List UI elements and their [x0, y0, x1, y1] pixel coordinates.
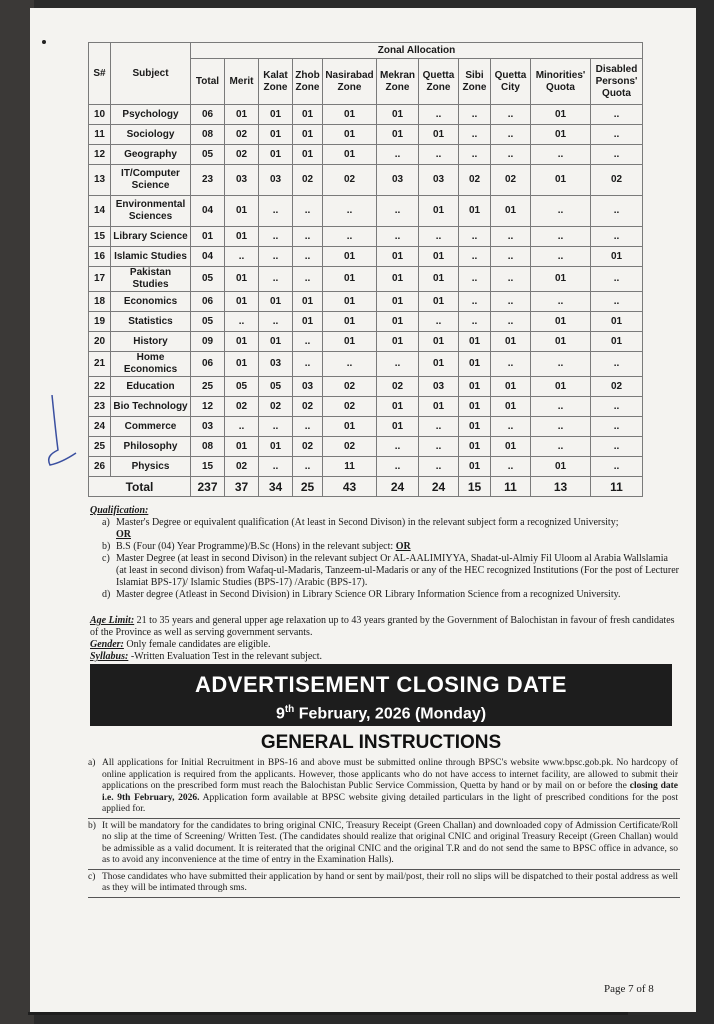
value-cell: 02 — [323, 377, 377, 397]
subject-cell: Physics — [111, 457, 191, 477]
value-cell: .. — [591, 227, 643, 247]
or-inline: OR — [395, 541, 411, 552]
table-row — [89, 292, 643, 312]
value-cell: .. — [293, 196, 323, 227]
value-cell: 01 — [531, 105, 591, 125]
value-cell: .. — [259, 417, 293, 437]
value-cell: .. — [293, 417, 323, 437]
value-cell: .. — [259, 247, 293, 267]
value-cell: 01 — [293, 292, 323, 312]
value-cell: 01 — [531, 165, 591, 196]
table-row — [89, 125, 643, 145]
value-cell: 01 — [259, 332, 293, 352]
value-cell: .. — [491, 457, 531, 477]
subject-cell: Geography — [111, 145, 191, 165]
value-cell: .. — [377, 437, 419, 457]
total-value: 37 — [225, 477, 259, 497]
total-value: 24 — [377, 477, 419, 497]
value-cell: 03 — [293, 377, 323, 397]
value-cell: 02 — [225, 145, 259, 165]
subject-cell: Sociology — [111, 125, 191, 145]
row-number: 14 — [89, 196, 111, 227]
value-cell: 01 — [377, 105, 419, 125]
value-cell: 01 — [459, 437, 491, 457]
eligibility-section — [90, 615, 680, 663]
value-cell: 23 — [191, 165, 225, 196]
header-quetta-city: Quetta City — [491, 59, 531, 105]
value-cell: 02 — [323, 397, 377, 417]
value-cell: .. — [531, 292, 591, 312]
value-cell: 01 — [323, 105, 377, 125]
value-cell: 02 — [293, 397, 323, 417]
value-cell: 01 — [531, 332, 591, 352]
value-cell: 01 — [459, 332, 491, 352]
value-cell: 06 — [191, 105, 225, 125]
row-number: 11 — [89, 125, 111, 145]
row-number: 20 — [89, 332, 111, 352]
subject-cell: Statistics — [111, 312, 191, 332]
age-limit: Age Limit: 21 to 35 years and general upper age relaxation up to 43 years granted by the Government of Balochistan in favour of fresh candidates of the Province as well as serving government servants. — [90, 615, 675, 638]
value-cell: .. — [293, 332, 323, 352]
qualification-item-d: d) Master degree (Atleast in Second Division) in Library Science OR Library Information Science from a recognized University. — [102, 589, 621, 600]
subject-cell: Economics — [111, 292, 191, 312]
scan-bottom-edge — [28, 1012, 628, 1015]
value-cell: .. — [531, 227, 591, 247]
qualification-item-b: b) B.S (Four (04) Year Programme)/B.Sc (Hons) in the relevant subject: OR — [102, 541, 411, 552]
value-cell: 01 — [323, 417, 377, 437]
table-row — [89, 397, 643, 417]
value-cell: .. — [377, 145, 419, 165]
value-cell: 01 — [491, 437, 531, 457]
value-cell: .. — [459, 292, 491, 312]
value-cell: .. — [323, 227, 377, 247]
value-cell: 01 — [377, 397, 419, 417]
value-cell: 01 — [323, 267, 377, 292]
value-cell: 02 — [591, 165, 643, 196]
value-cell: .. — [491, 417, 531, 437]
table-row — [89, 247, 643, 267]
value-cell: 04 — [191, 196, 225, 227]
row-number: 25 — [89, 437, 111, 457]
value-cell: .. — [491, 105, 531, 125]
value-cell: .. — [491, 352, 531, 377]
value-cell: 05 — [191, 312, 225, 332]
scan-left-edge — [0, 0, 34, 1024]
value-cell: .. — [491, 312, 531, 332]
total-value: 13 — [531, 477, 591, 497]
value-cell: 03 — [191, 417, 225, 437]
row-number: 18 — [89, 292, 111, 312]
value-cell: 03 — [259, 165, 293, 196]
value-cell: 01 — [377, 125, 419, 145]
value-cell: 03 — [419, 165, 459, 196]
value-cell: 01 — [531, 267, 591, 292]
total-row — [89, 477, 643, 497]
value-cell: 01 — [419, 332, 459, 352]
value-cell: .. — [531, 437, 591, 457]
value-cell: 01 — [377, 267, 419, 292]
value-cell: 02 — [323, 165, 377, 196]
value-cell: 03 — [225, 165, 259, 196]
value-cell: .. — [259, 227, 293, 247]
value-cell: 01 — [293, 125, 323, 145]
value-cell: .. — [419, 457, 459, 477]
value-cell: .. — [377, 352, 419, 377]
value-cell: 02 — [323, 437, 377, 457]
value-cell: 03 — [259, 352, 293, 377]
subject-cell: Psychology — [111, 105, 191, 125]
value-cell: 01 — [377, 312, 419, 332]
value-cell: 12 — [191, 397, 225, 417]
value-cell: 01 — [293, 145, 323, 165]
value-cell: .. — [491, 247, 531, 267]
value-cell: 01 — [377, 417, 419, 437]
general-instructions — [88, 758, 680, 900]
value-cell: 04 — [191, 247, 225, 267]
value-cell: .. — [377, 457, 419, 477]
syllabus: Syllabus: -Written Evaluation Test in the relevant subject. — [90, 651, 322, 662]
value-cell: .. — [531, 417, 591, 437]
value-cell: 01 — [225, 292, 259, 312]
value-cell: 01 — [259, 145, 293, 165]
subject-cell: Islamic Studies — [111, 247, 191, 267]
qualification-heading: Qualification: — [90, 505, 149, 516]
value-cell: .. — [419, 145, 459, 165]
value-cell: 01 — [225, 437, 259, 457]
value-cell: 02 — [225, 397, 259, 417]
value-cell: 01 — [293, 312, 323, 332]
value-cell: 01 — [377, 292, 419, 312]
value-cell: 01 — [225, 332, 259, 352]
total-value: 43 — [323, 477, 377, 497]
total-value: 34 — [259, 477, 293, 497]
value-cell: 08 — [191, 437, 225, 457]
value-cell: .. — [591, 437, 643, 457]
value-cell: 01 — [225, 105, 259, 125]
header-total: Total — [191, 59, 225, 105]
row-number: 12 — [89, 145, 111, 165]
table-row — [89, 352, 643, 377]
value-cell: 01 — [491, 377, 531, 397]
value-cell: .. — [459, 227, 491, 247]
header-zonal-allocation: Zonal Allocation — [191, 43, 643, 59]
table-row — [89, 417, 643, 437]
value-cell: .. — [459, 125, 491, 145]
table-row — [89, 145, 643, 165]
value-cell: 15 — [191, 457, 225, 477]
value-cell: 02 — [491, 165, 531, 196]
value-cell: 01 — [377, 332, 419, 352]
pen-mark-icon — [40, 395, 80, 475]
value-cell: .. — [531, 145, 591, 165]
row-number: 21 — [89, 352, 111, 377]
value-cell: 01 — [259, 292, 293, 312]
value-cell: .. — [491, 125, 531, 145]
value-cell: 01 — [225, 267, 259, 292]
value-cell: 01 — [419, 125, 459, 145]
value-cell: .. — [591, 196, 643, 227]
value-cell: .. — [591, 292, 643, 312]
gender: Gender: Only female candidates are eligible. — [90, 639, 271, 650]
value-cell: 01 — [225, 352, 259, 377]
value-cell: .. — [377, 227, 419, 247]
subject-cell: Bio Technology — [111, 397, 191, 417]
value-cell: .. — [419, 312, 459, 332]
value-cell: 05 — [191, 145, 225, 165]
value-cell: .. — [491, 267, 531, 292]
value-cell: .. — [323, 352, 377, 377]
banner-date: 9th February, 2026 (Monday) — [275, 704, 487, 723]
value-cell: 01 — [259, 125, 293, 145]
qualification-item-c: c) Master Degree (at least in second Divison) in the relevant subject Or AL-AALIMIYYA, Shadat-ul-Almiy Fil Uloom al Arabia Wallslamia (at least in second divison) from Wafaq-ul-Madaris, Tanzeem-ul-Madaris or any of the HEC recognized Institutions (For the post of Lecturer Islamiat BPS-17)/ Islamic Studies (BPS-17) /Arabic (BPS-17). — [102, 553, 679, 588]
value-cell: .. — [225, 312, 259, 332]
value-cell: .. — [591, 105, 643, 125]
row-number: 19 — [89, 312, 111, 332]
value-cell: .. — [293, 457, 323, 477]
row-number: 26 — [89, 457, 111, 477]
value-cell: 01 — [323, 145, 377, 165]
value-cell: 01 — [591, 312, 643, 332]
value-cell: 01 — [491, 196, 531, 227]
header-zhob: Zhob Zone — [293, 59, 323, 105]
header-kalat: Kalat Zone — [259, 59, 293, 105]
total-value: 11 — [591, 477, 643, 497]
value-cell: .. — [459, 247, 491, 267]
row-number: 22 — [89, 377, 111, 397]
value-cell: .. — [531, 397, 591, 417]
instruction-a: a) All applications for Initial Recruitment in BPS-16 and above must be submitted online through BPSC's website www.bpsc.gob.pk. No hardcopy of online application is required from the applicants. However, those applicants who do not have access to internet facility, are allowed to submit their applications on the prescribed form must reach the Balochistan Public Service Commission, Quetta by hand or by mail on or before the closing date i.e. 9th February, 2026. Application form available at BPSC website giving detailed particulars in the light of prescribed conditions for the post applied for. — [88, 758, 680, 819]
qualification-section — [90, 505, 680, 601]
value-cell: 01 — [591, 247, 643, 267]
value-cell: .. — [323, 196, 377, 227]
subject-cell: Pakistan Studies — [111, 267, 191, 292]
table-row — [89, 105, 643, 125]
subject-cell: IT/Computer Science — [111, 165, 191, 196]
posts-allocation-table — [88, 42, 643, 497]
value-cell: 03 — [377, 165, 419, 196]
value-cell: .. — [591, 145, 643, 165]
row-number: 13 — [89, 165, 111, 196]
value-cell: .. — [491, 292, 531, 312]
value-cell: .. — [531, 352, 591, 377]
value-cell: .. — [293, 227, 323, 247]
value-cell: 03 — [419, 377, 459, 397]
value-cell: 01 — [459, 196, 491, 227]
header-quetta-zone: Quetta Zone — [419, 59, 459, 105]
header-sno: S# — [89, 43, 111, 105]
subject-cell: Home Economics — [111, 352, 191, 377]
table-row — [89, 227, 643, 247]
value-cell: 06 — [191, 352, 225, 377]
value-cell: 02 — [225, 125, 259, 145]
value-cell: .. — [225, 247, 259, 267]
value-cell: 01 — [531, 125, 591, 145]
value-cell: .. — [459, 267, 491, 292]
value-cell: 02 — [259, 397, 293, 417]
total-label: Total — [89, 477, 191, 497]
value-cell: 01 — [259, 105, 293, 125]
value-cell: 25 — [191, 377, 225, 397]
subject-cell: Philosophy — [111, 437, 191, 457]
header-subject: Subject — [111, 43, 191, 105]
value-cell: .. — [591, 457, 643, 477]
header-nasirabad: Nasirabad Zone — [323, 59, 377, 105]
value-cell: 05 — [259, 377, 293, 397]
subject-cell: Environmental Sciences — [111, 196, 191, 227]
value-cell: 01 — [591, 332, 643, 352]
value-cell: 01 — [459, 457, 491, 477]
total-value: 237 — [191, 477, 225, 497]
value-cell: 01 — [459, 352, 491, 377]
value-cell: .. — [491, 227, 531, 247]
closing-date-banner — [90, 664, 672, 726]
header-mekran: Mekran Zone — [377, 59, 419, 105]
value-cell: 02 — [459, 165, 491, 196]
row-number: 10 — [89, 105, 111, 125]
table-row — [89, 437, 643, 457]
value-cell: .. — [259, 312, 293, 332]
value-cell: 01 — [191, 227, 225, 247]
value-cell: 02 — [293, 165, 323, 196]
table-row — [89, 457, 643, 477]
subject-cell: History — [111, 332, 191, 352]
value-cell: 05 — [191, 267, 225, 292]
value-cell: .. — [591, 352, 643, 377]
value-cell: .. — [591, 417, 643, 437]
value-cell: 11 — [323, 457, 377, 477]
value-cell: .. — [531, 196, 591, 227]
row-number: 15 — [89, 227, 111, 247]
table-row — [89, 377, 643, 397]
value-cell: .. — [591, 125, 643, 145]
page-number: Page 7 of 8 — [604, 983, 654, 995]
value-cell: 01 — [531, 457, 591, 477]
row-number: 17 — [89, 267, 111, 292]
value-cell: 01 — [419, 247, 459, 267]
total-value: 25 — [293, 477, 323, 497]
total-value: 15 — [459, 477, 491, 497]
value-cell: 01 — [323, 312, 377, 332]
instruction-c: c) Those candidates who have submitted their application by hand or sent by mail/post, their roll no slips will be dispatched to their postal address as well as they will be intimated through sms. — [88, 872, 680, 898]
value-cell: 01 — [323, 247, 377, 267]
value-cell: .. — [591, 267, 643, 292]
value-cell: .. — [459, 145, 491, 165]
header-merit: Merit — [225, 59, 259, 105]
header-disabled: Disabled Persons' Quota — [591, 59, 643, 105]
value-cell: 02 — [293, 437, 323, 457]
or-separator: OR — [116, 529, 131, 540]
table-row — [89, 332, 643, 352]
general-instructions-heading: GENERAL INSTRUCTIONS — [260, 732, 502, 753]
row-number: 23 — [89, 397, 111, 417]
value-cell: 01 — [419, 397, 459, 417]
value-cell: 01 — [419, 196, 459, 227]
value-cell: 01 — [459, 397, 491, 417]
page-dot — [42, 40, 46, 44]
value-cell: 01 — [491, 397, 531, 417]
subject-cell: Library Science — [111, 227, 191, 247]
value-cell: 01 — [225, 196, 259, 227]
value-cell: .. — [419, 227, 459, 247]
value-cell: .. — [293, 247, 323, 267]
value-cell: .. — [377, 196, 419, 227]
value-cell: 02 — [225, 457, 259, 477]
total-value: 24 — [419, 477, 459, 497]
value-cell: .. — [259, 457, 293, 477]
value-cell: .. — [459, 312, 491, 332]
value-cell: 01 — [323, 125, 377, 145]
value-cell: .. — [293, 267, 323, 292]
subject-cell: Commerce — [111, 417, 191, 437]
value-cell: 01 — [377, 247, 419, 267]
value-cell: .. — [491, 145, 531, 165]
value-cell: .. — [591, 397, 643, 417]
value-cell: 06 — [191, 292, 225, 312]
row-number: 16 — [89, 247, 111, 267]
value-cell: 01 — [531, 312, 591, 332]
instruction-b: b) It will be mandatory for the candidates to bring original CNIC, Treasury Receipt (Green Challan) and downloaded copy of Admission Certificate/Roll no slip at the time of Screening/ Written Test. (The candidates should realize that original CNIC and original Treasury Receipt (Green Challan) would be admissible as a valid document. It is reiterated that the original CNIC and the original T.R and do not send the same to BPSC office in advance, so as to avoid any inconvenience at the time of entry in the Examination Halls). — [88, 821, 680, 870]
value-cell: .. — [293, 352, 323, 377]
value-cell: .. — [225, 417, 259, 437]
value-cell: 01 — [419, 292, 459, 312]
value-cell: 01 — [323, 332, 377, 352]
value-cell: 01 — [531, 377, 591, 397]
value-cell: .. — [419, 437, 459, 457]
table-row — [89, 165, 643, 196]
qualification-item-a: a) Master's Degree or equivalent qualification (At least in Second Divison) in the relevant subject form a recognized University; — [102, 517, 619, 528]
value-cell: 09 — [191, 332, 225, 352]
value-cell: 01 — [419, 352, 459, 377]
subject-cell: Education — [111, 377, 191, 397]
value-cell: 01 — [491, 332, 531, 352]
banner-title: ADVERTISEMENT CLOSING DATE — [195, 672, 567, 697]
table-row — [89, 196, 643, 227]
value-cell: 01 — [323, 292, 377, 312]
header-sibi: Sibi Zone — [459, 59, 491, 105]
value-cell: 08 — [191, 125, 225, 145]
table-row — [89, 312, 643, 332]
value-cell: 02 — [591, 377, 643, 397]
value-cell: .. — [259, 267, 293, 292]
value-cell: .. — [259, 196, 293, 227]
value-cell: 05 — [225, 377, 259, 397]
value-cell: 01 — [293, 105, 323, 125]
value-cell: 01 — [259, 437, 293, 457]
value-cell: .. — [419, 417, 459, 437]
value-cell: .. — [419, 105, 459, 125]
table-row — [89, 267, 643, 292]
value-cell: 01 — [225, 227, 259, 247]
value-cell: 01 — [419, 267, 459, 292]
value-cell: .. — [459, 105, 491, 125]
value-cell: 01 — [459, 417, 491, 437]
value-cell: 02 — [377, 377, 419, 397]
value-cell: 01 — [459, 377, 491, 397]
row-number: 24 — [89, 417, 111, 437]
header-minorities: Minorities' Quota — [531, 59, 591, 105]
value-cell: .. — [531, 247, 591, 267]
total-value: 11 — [491, 477, 531, 497]
